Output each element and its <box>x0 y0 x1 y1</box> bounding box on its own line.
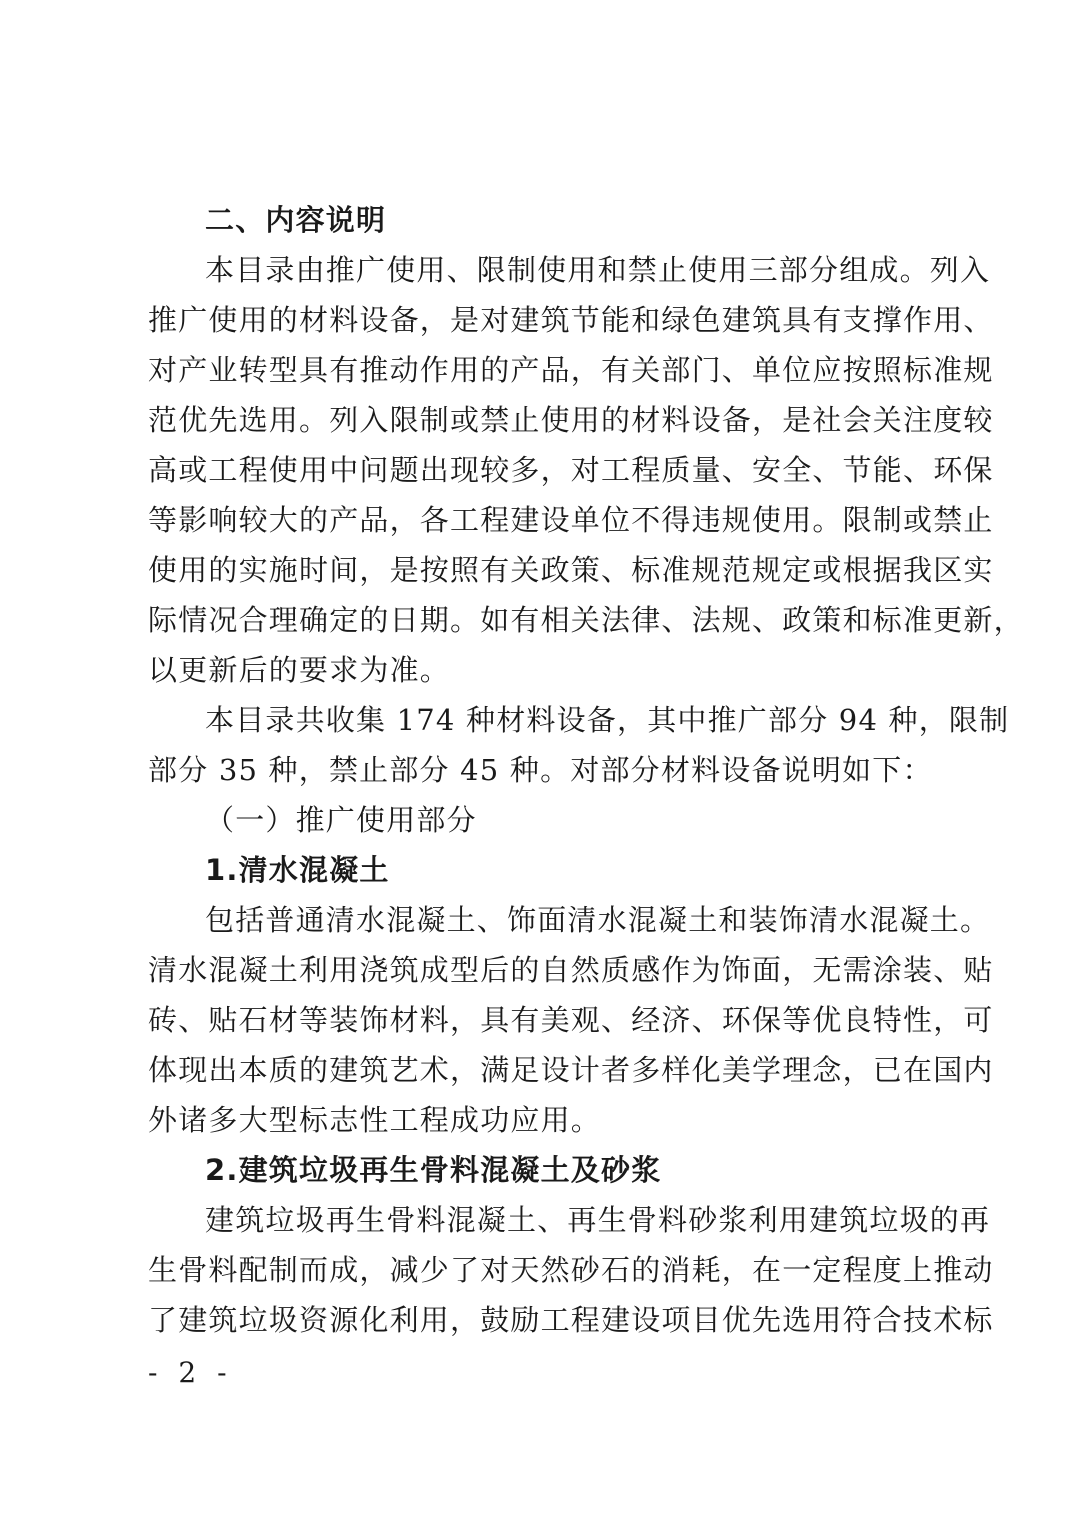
paragraph-line: 体现出本质的建筑艺术，满足设计者多样化美学理念，已在国内 <box>148 1053 994 1087</box>
paragraph-line: 部分 35 种，禁止部分 45 种。对部分材料设备说明如下： <box>148 753 933 787</box>
page-number: - 2 - <box>148 1356 233 1389</box>
paragraph-line: 际情况合理确定的日期。如有相关法律、法规、政策和标准更新， <box>148 603 1024 637</box>
paragraph-line: 本目录共收集 174 种材料设备，其中推广部分 94 种，限制 <box>205 703 1010 737</box>
paragraph-line: 了建筑垃圾资源化利用，鼓励工程建设项目优先选用符合技术标 <box>148 1303 994 1337</box>
paragraph-line: 外诸多大型标志性工程成功应用。 <box>148 1103 602 1137</box>
subsection-heading: （一）推广使用部分 <box>205 803 477 837</box>
section-heading: 二、内容说明 <box>205 203 387 237</box>
paragraph-line: 对产业转型具有推动作用的产品，有关部门、单位应按照标准规 <box>148 353 994 387</box>
paragraph-line: 高或工程使用中问题出现较多，对工程质量、安全、节能、环保 <box>148 453 994 487</box>
paragraph-line: 等影响较大的产品，各工程建设单位不得违规使用。限制或禁止 <box>148 503 994 537</box>
paragraph-line: 包括普通清水混凝土、饰面清水混凝土和装饰清水混凝土。 <box>205 903 991 937</box>
paragraph-line: 使用的实施时间，是按照有关政策、标准规范规定或根据我区实 <box>148 553 994 587</box>
paragraph-line: 清水混凝土利用浇筑成型后的自然质感作为饰面，无需涂装、贴 <box>148 953 994 987</box>
item-title: 1.清水混凝土 <box>205 853 390 887</box>
paragraph-line: 生骨料配制而成，减少了对天然砂石的消耗，在一定程度上推动 <box>148 1253 994 1287</box>
paragraph-line: 本目录由推广使用、限制使用和禁止使用三部分组成。列入 <box>205 253 991 287</box>
paragraph-line: 建筑垃圾再生骨料混凝土、再生骨料砂浆利用建筑垃圾的再 <box>205 1203 991 1237</box>
paragraph-line: 推广使用的材料设备，是对建筑节能和绿色建筑具有支撑作用、 <box>148 303 994 337</box>
paragraph-line: 范优先选用。列入限制或禁止使用的材料设备，是社会关注度较 <box>148 403 994 437</box>
paragraph-line: 以更新后的要求为准。 <box>148 653 451 687</box>
paragraph-line: 砖、贴石材等装饰材料，具有美观、经济、环保等优良特性，可 <box>148 1003 994 1037</box>
item-title: 2.建筑垃圾再生骨料混凝土及砂浆 <box>205 1153 662 1187</box>
